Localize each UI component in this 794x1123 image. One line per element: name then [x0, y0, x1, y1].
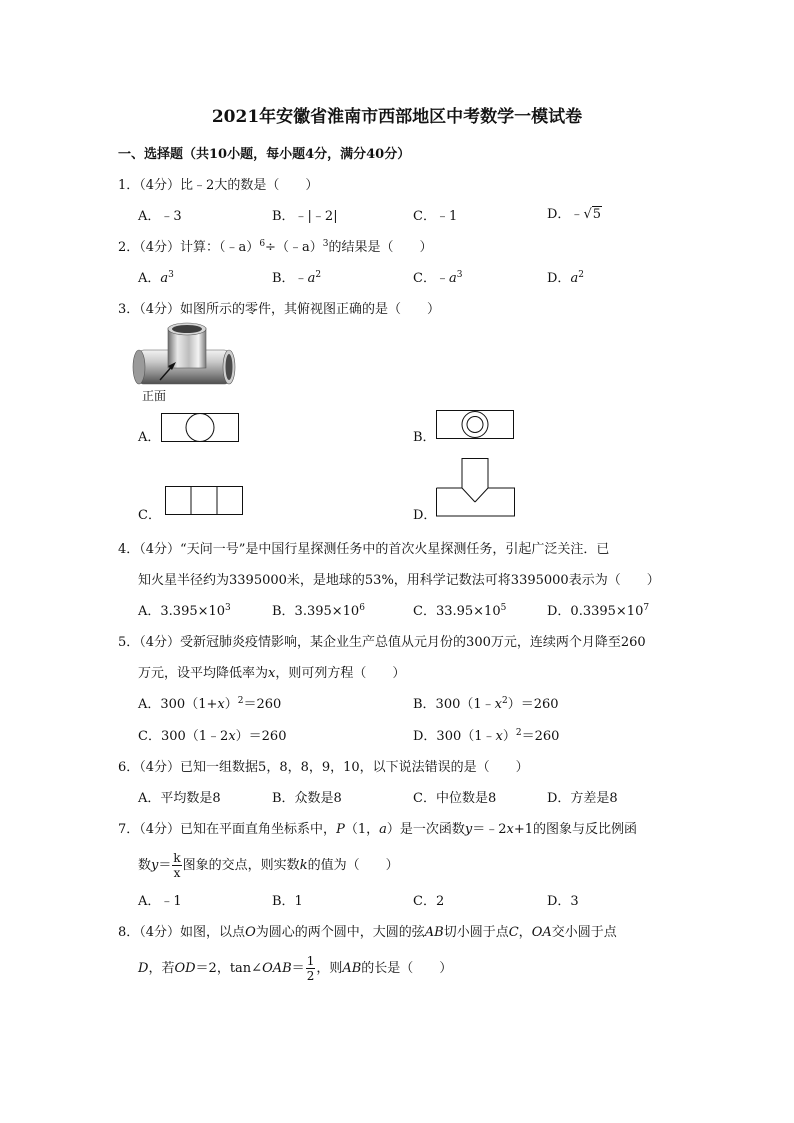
- question-3: [118, 303, 440, 316]
- q3-option-b-figure: [436, 410, 516, 440]
- question-number: 3．: [118, 302, 140, 317]
- question-7-line-2: 数y＝ $\frac{k}{x}$ 图象的交点，则实数k的值为（ ）: [138, 851, 399, 880]
- question-5-line-2: 万元，设平均降低率为x，则可列方程（ ）: [138, 666, 406, 681]
- q4-option-d: D．$0.3395\times 10^7$: [547, 603, 650, 619]
- exponent: 3: [322, 239, 329, 249]
- q3-option-a-figure: [161, 413, 241, 443]
- question-stem-part: 的结果是（ ）: [328, 240, 433, 255]
- question-number: 4．: [118, 542, 140, 557]
- q3-option-c-figure: [165, 486, 245, 516]
- question-stem: （4分）受新冠肺炎疫情影响，某企业生产总值从元月份的300万元，连续两个月降至260: [139, 635, 646, 650]
- q7-option-b: B．1: [272, 894, 303, 909]
- question-1: [118, 179, 318, 192]
- question-stem: （4分）如图所示的零件，其俯视图正确的是（ ）: [139, 302, 441, 317]
- q7-option-c: C．2: [413, 894, 445, 909]
- question-stem-part: （4分）计算：（﹣a）: [139, 240, 260, 255]
- section-heading: 一、选择题（共10小题，每小题4分，满分40分）: [118, 147, 411, 162]
- q5-option-d: D．300（1﹣x）$^2$＝260: [413, 728, 560, 744]
- question-2: [118, 241, 432, 254]
- q3-option-d-figure: [436, 458, 516, 518]
- q5-option-c: C．300（1﹣2x）＝260: [138, 729, 287, 744]
- q5-option-b: B．$300(1﹣x^2)=260$: [413, 696, 559, 712]
- fraction-one-half: $\frac{1}{2}$: [306, 954, 315, 983]
- q1-option-d-prefix: D．﹣: [547, 207, 584, 222]
- page-title: 2021年安徽省淮南市西部地区中考数学一模试卷: [211, 107, 583, 127]
- q6-option-b: B．众数是8: [272, 791, 342, 806]
- q1-option-c: C．﹣1: [413, 209, 458, 224]
- question-number: 6．: [118, 760, 140, 775]
- q4-option-c: C．$33.95\times 10^5$: [413, 603, 507, 619]
- q3-option-d-label: D．: [413, 508, 437, 523]
- q2-option-a: A．$a^3$: [138, 270, 174, 286]
- question-4-line-2: 知火星半径约为3395000米，是地球的53%，用科学记数法可将3395000表示为（ ）: [138, 573, 660, 588]
- q4-option-a: A．$3.395\times 10^3$: [138, 603, 231, 619]
- q2-option-d: D．$a^2$: [547, 270, 584, 286]
- q3-option-c-label: C．: [138, 508, 161, 523]
- fraction-k-over-x: $\frac{k}{x}$: [173, 851, 181, 880]
- q2-option-b: B．$﹣a^2$: [272, 270, 322, 286]
- question-number: 5．: [118, 635, 140, 650]
- figure-caption: 正面: [142, 389, 167, 403]
- question-7-line-1: 7．（4分）已知在平面直角坐标系中，P（1，a）是一次函数y＝﹣2x+1的图象与反比例函: [118, 822, 638, 837]
- q6-option-c: C．中位数是8: [413, 791, 497, 806]
- q4-option-b: B．$3.395\times 10^6$: [272, 603, 365, 619]
- q2-option-c: C．$﹣a^3$: [413, 270, 463, 286]
- q3-option-a-label: A．: [138, 430, 161, 445]
- question-stem: （4分）已知一组数据5，8，8，9，10，以下说法错误的是（ ）: [139, 760, 529, 775]
- q7-option-a: A．﹣1: [138, 894, 182, 909]
- question-4-line-1: [118, 543, 609, 556]
- q3-option-b-label: B．: [413, 430, 436, 445]
- q6-option-a: A．平均数是8: [138, 791, 221, 806]
- q1-option-a: A．﹣3: [138, 209, 182, 224]
- question-8-line-1: 8．（4分）如图，以点O为圆心的两个圆中，大圆的弦AB切小圆于点C，OA交小圆于点: [118, 925, 617, 940]
- question-8-line-2: D，若OD＝2，tan∠OAB＝ $\frac{1}{2}$ ，则AB的长是（ ）: [138, 954, 453, 983]
- radicand: 5: [592, 207, 602, 222]
- q7-option-d: D．3: [547, 894, 579, 909]
- q1-option-d: [547, 208, 602, 221]
- sqrt-symbol: √5: [583, 207, 602, 222]
- question-stem-part: ÷（﹣a）: [265, 240, 323, 255]
- question-stem: （4分）比﹣2大的数是（ ）: [139, 178, 319, 193]
- question-number: 2．: [118, 240, 140, 255]
- question-5-line-1: [118, 636, 646, 649]
- exponent: 6: [259, 239, 266, 249]
- q6-option-d: D．方差是8: [547, 791, 618, 806]
- question-number: 8．: [118, 925, 140, 940]
- q5-option-a: A．$300(1+x)^2=260$: [138, 696, 282, 712]
- question-number: 1．: [118, 178, 140, 193]
- question-6: [118, 761, 529, 774]
- question-stem: （4分）“天问一号”是中国行星探测任务中的首次火星探测任务，引起广泛关注．已: [139, 542, 610, 557]
- q1-option-b: B．﹣|﹣2|: [272, 209, 338, 224]
- question-number: 7．: [118, 822, 140, 837]
